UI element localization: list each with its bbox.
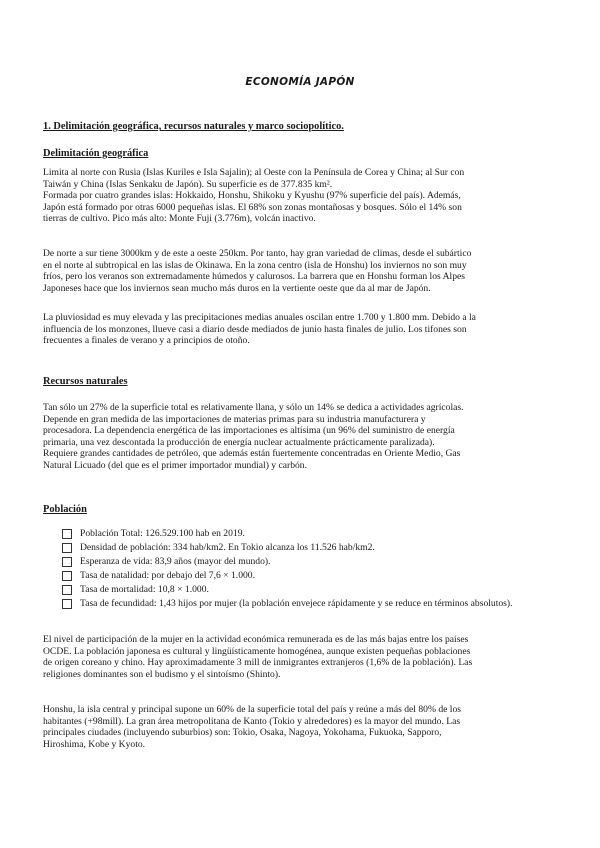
text-line: De norte a sur tiene 3000km y de este a oeste 250km. Por tanto, hay gran variedad de climas, desde el subártico [43,248,472,259]
text-line: habitantes (+98mill). La gran área metropolitana de Kanto (Tokio y alrededores) es la mayor del mundo. Las [43,715,461,727]
text-line: influencia de los monzones, llueve casi a diario desde mediados de junio hasta finales de julio. Los tifones son [43,323,467,335]
population-paragraph-2 [43,704,557,750]
text-line: Tan sólo un 27% de la superficie total es relativamente llana, y sólo un 14% se dedica a actividades agrícolas. [43,402,464,413]
geo-paragraph-2 [43,248,557,294]
geo-heading: Delimitación geográfica [43,148,149,159]
text-line: tierras de cultivo. Pico más alto: Monte Fuji (3.776m), volcán inactivo. [43,213,316,225]
stat-text: Tasa de natalidad: por debajo del 7,6 × 1.000. [80,570,255,582]
list-item [62,556,557,568]
text-line: frecuentes a finales de verano y a principios de otoño. [43,335,250,347]
checkbox-icon [62,585,72,595]
text-line: Japón está formado por otras 6000 pequeñas islas. El 68% son zonas montañosas y bosques. Sólo el 14% son [43,201,462,213]
text-line: Natural Licuado (del que es el primer importador mundial) y carbón. [43,459,308,471]
geo-paragraph-3 [43,312,557,347]
list-item [62,584,557,596]
text-line: de origen coreano y chino. Hay aproximadamente 3 mill de inmigrantes extranjeros (1,6% de la población). Las [43,657,473,669]
section-heading: 1. Delimitación geográfica, recursos naturales y marco sociopolítico. [43,121,344,132]
document-title: ECONOMÍA JAPÓN [245,76,355,88]
population-heading: Población [43,504,87,515]
checkbox-icon [62,529,72,539]
checkbox-icon [62,571,72,581]
text-line: El nivel de participación de la mujer en la actividad económica remunerada es de las más bajas entre los países [43,634,469,645]
list-item [62,542,557,554]
text-line: Formada por cuatro grandes islas: Hokkaido, Honshu, Shikoku y Kyushu (97% superficie del país). Además, [43,190,461,202]
population-stats-list [62,528,557,613]
population-paragraph-1 [43,634,557,680]
checkbox-icon [62,543,72,553]
text-line: Taiwán y China (Islas Senkaku de Japón). Su superficie es de 377.835 km². [43,178,333,190]
text-line: en el norte al subtropical en las islas de Okinawa. En la zona centro (isla de Honshu) los inviernos no son muy [43,259,467,271]
text-line: fríos, pero los veranos son extremadamente húmedos y calurosos. La barrera que en Honshu forman los Alpes [43,271,466,283]
checkbox-icon [62,599,72,609]
stat-text: Densidad de población: 334 hab/km2. En Tokio alcanza los 11.526 hab/km2. [80,542,375,554]
resources-paragraph [43,402,557,472]
list-item [62,570,557,582]
stat-text: Tasa de mortalidad: 10,8 × 1.000. [80,584,209,596]
stat-text: Esperanza de vida: 83,9 años (mayor del mundo). [80,556,271,568]
text-line: Hiroshima, Kobe y Kyoto. [43,738,146,750]
text-line: religiones dominantes son el budismo y el sintoísmo (Shinto). [43,668,281,680]
text-line: OCDE. La población japonesa es cultural y lingüísticamente homogénea, aunque existen pequeñas poblaciones [43,645,471,657]
checkbox-icon [62,557,72,567]
text-line: principales ciudades (incluyendo suburbios) son: Tokio, Osaka, Nagoya, Yokohama, Fukuoka, Sapporo, [43,727,442,739]
text-line: Depende en gran medida de las importaciones de materias primas para su industria manufacturera y [43,413,426,425]
text-line: La pluviosidad es muy elevada y las precipitaciones medias anuales oscilan entre 1.700 y 1.800 mm. Debido a la [43,312,476,323]
resources-heading: Recursos naturales [43,376,128,387]
geo-paragraph-1 [43,167,557,225]
text-line: Honshu, la isla central y principal supone un 60% de la superficie total del país y reúne a más del 80% de los [43,704,462,715]
list-item [62,598,557,610]
stat-text: Población Total: 126.529.100 hab en 2019. [80,528,245,539]
list-item [62,528,557,540]
text-line: Requiere grandes cantidades de petróleo, que además están fuertemente concentradas en Oriente Medio, Gas [43,448,461,460]
text-line: primaria, una vez descontada la producción de energía nuclear actualmente prácticamente paralizada). [43,436,435,448]
text-line: Japoneses hace que los inviernos sean mucho más duros en la vertiente oeste que da al mar de Japón. [43,282,431,294]
text-line: procesadora. La dependencia energética de las importaciones es altísima (un 96% del suministro de energía [43,425,455,437]
stat-text: Tasa de fecundidad: 1,43 hijos por mujer (la población envejece rápidamente y se reduce en términos absolutos). [80,598,513,610]
text-line: Limita al norte con Rusia (Islas Kuriles e Isla Sajalin); al Oeste con la Península de Corea y China; al Sur con [43,167,465,178]
